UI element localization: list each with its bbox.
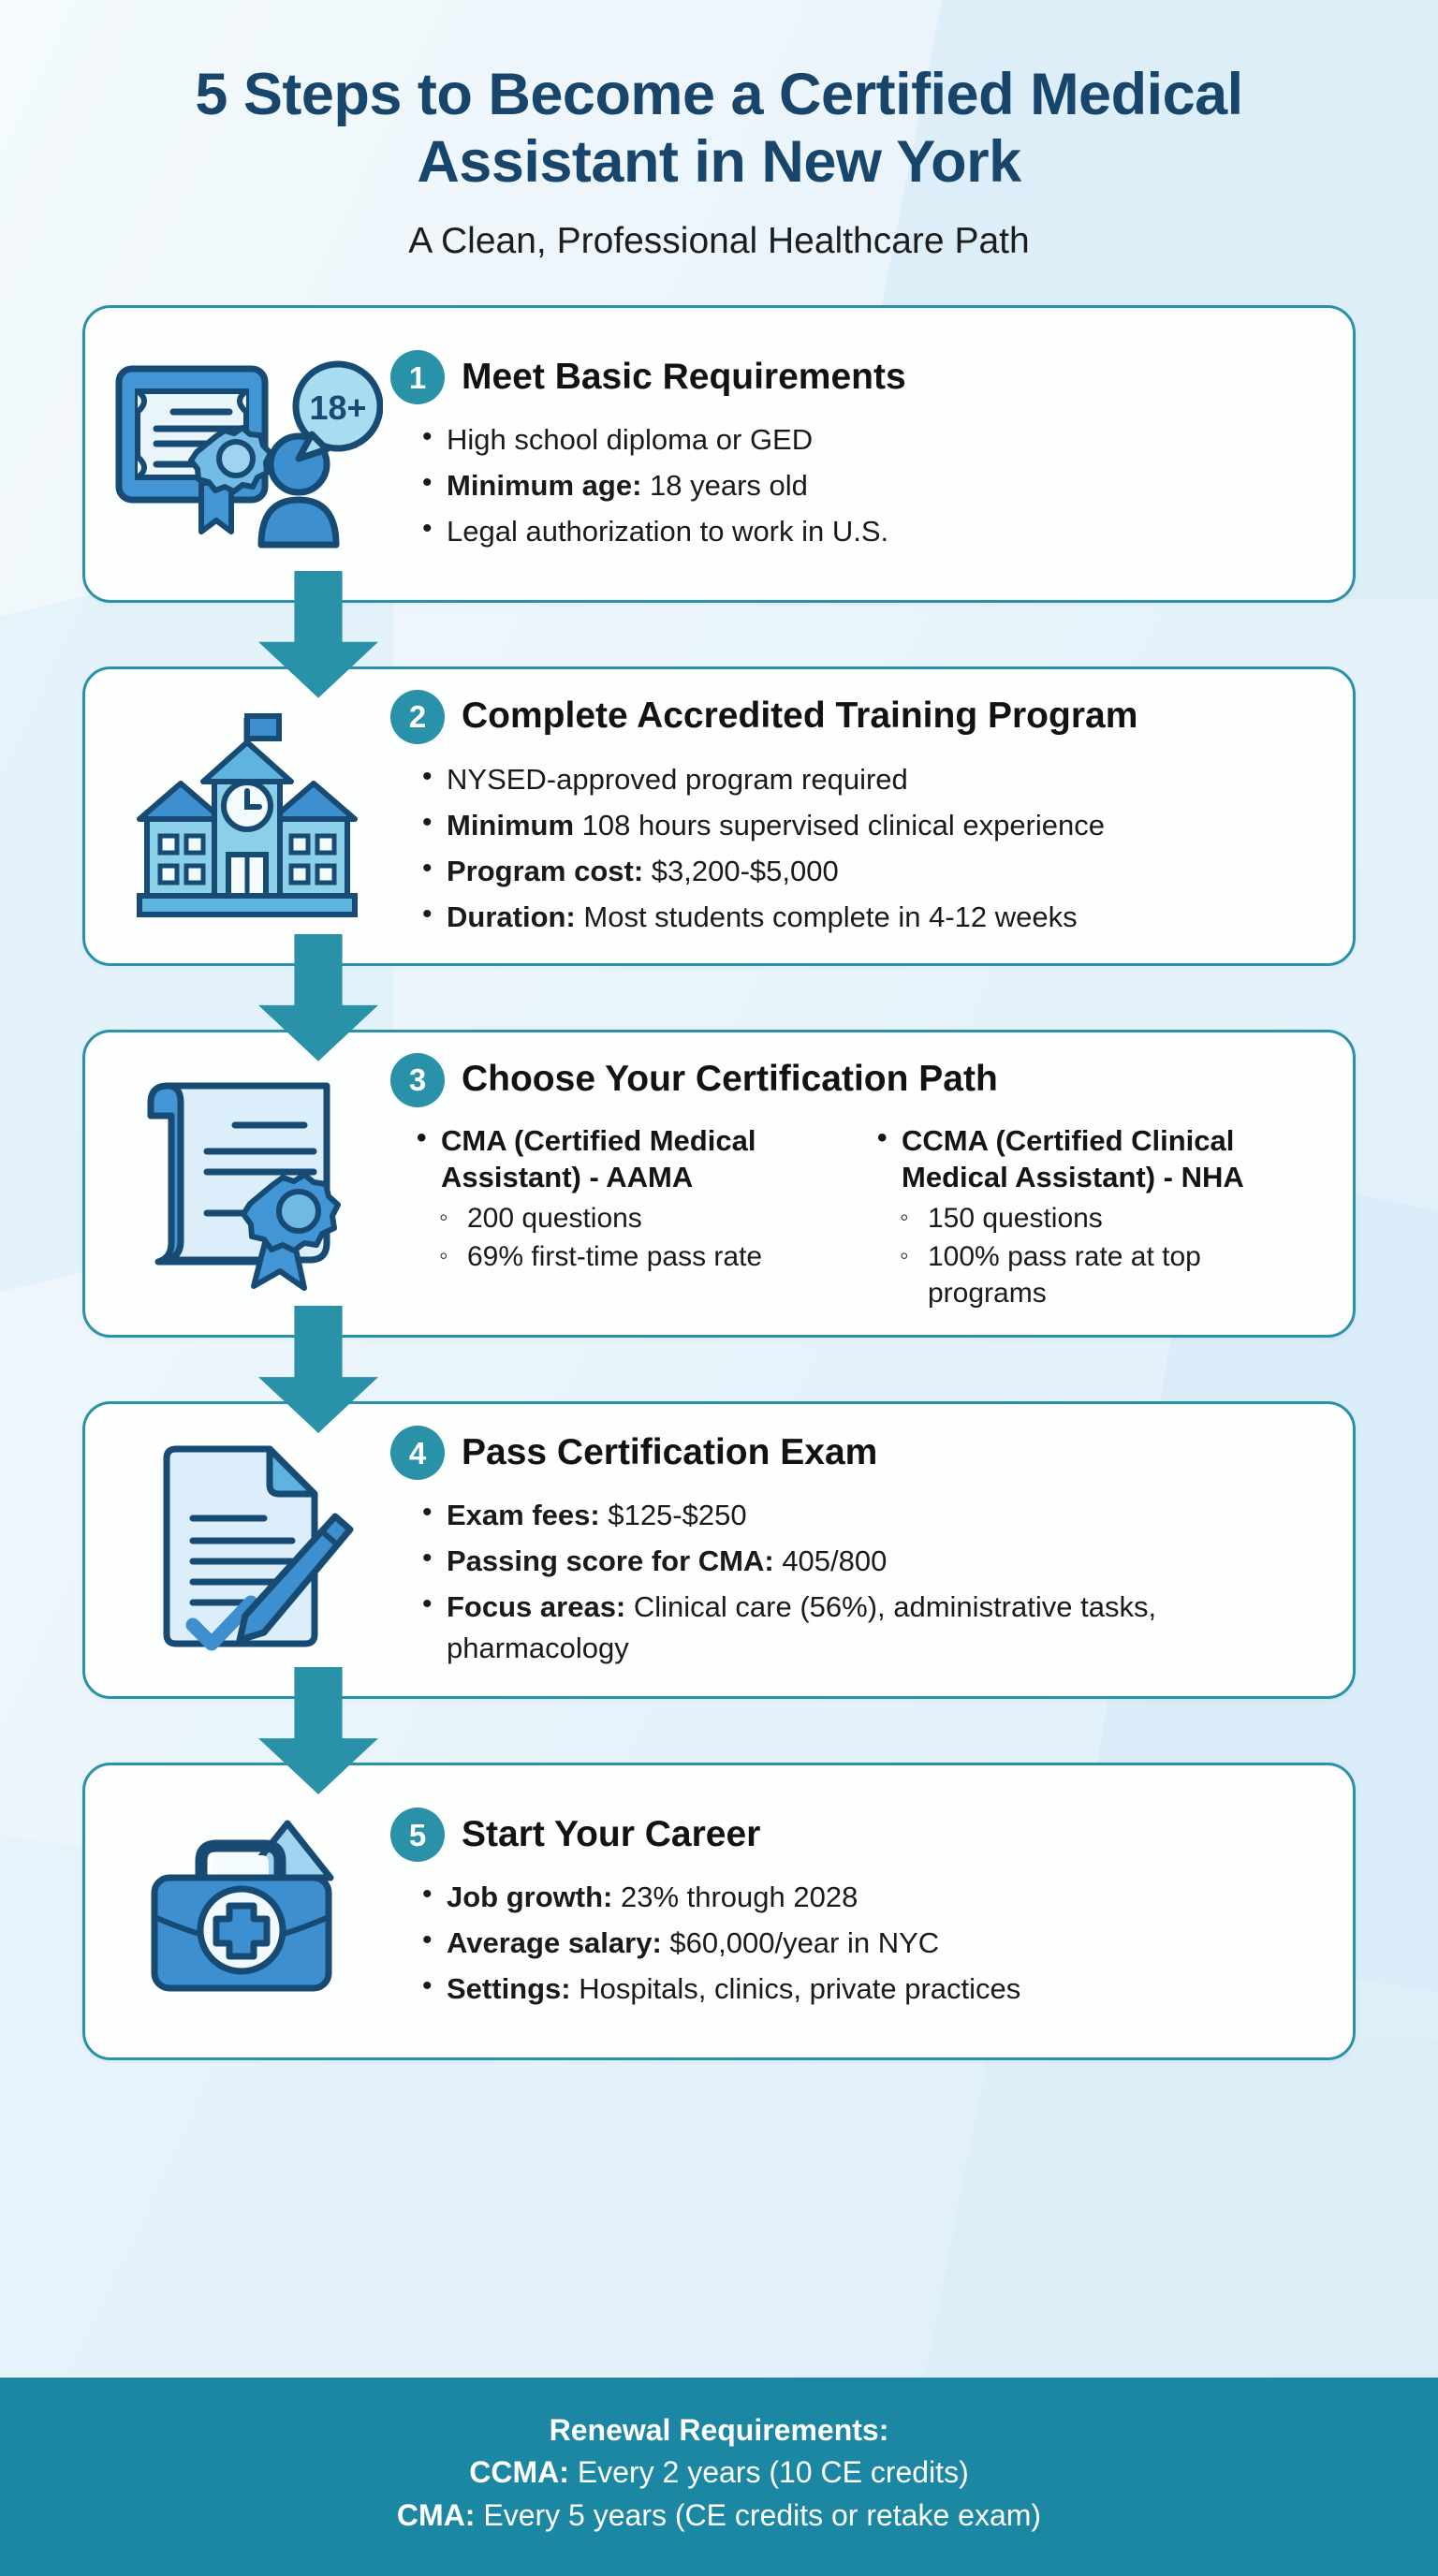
cma-sub-list xyxy=(415,1201,860,1276)
step-2-title: Complete Accredited Training Program xyxy=(462,695,1138,737)
step-2-bullet-2-bold: Minimum xyxy=(447,808,575,842)
step-3-body xyxy=(390,1053,1321,1314)
step-1-bullet-1-text: High school diploma or GED xyxy=(447,423,814,457)
step-5-title: Start Your Career xyxy=(462,1813,761,1854)
step-1-bullet-3-text: Legal authorization to work in U.S. xyxy=(447,515,889,549)
footer-cma-label: CMA: xyxy=(396,2497,476,2532)
step-1-bullet-2 xyxy=(422,465,1321,506)
step-2-bullet-4-text: Most students complete in 4-12 weeks xyxy=(575,900,1078,933)
connector-arrow-1-to-2 xyxy=(82,592,1356,678)
step-5-bullet-3-text: Hospitals, clinics, private practices xyxy=(570,1972,1021,2006)
connector-arrow-2-to-3 xyxy=(82,955,1356,1041)
step-3-title: Choose Your Certification Path xyxy=(462,1059,998,1100)
step-2-bullet-1-text: NYSED-approved program required xyxy=(447,762,908,796)
step-5-icon-wrap xyxy=(110,1799,390,2024)
step-5-bullet-list xyxy=(390,1877,1321,2010)
step-2-icon-wrap xyxy=(110,709,390,924)
step-2-number-badge: 2 xyxy=(390,690,445,744)
medical-briefcase-with-up-arrow-icon xyxy=(130,1799,364,2024)
page-subtitle: A Clean, Professional Healthcare Path xyxy=(408,220,1030,261)
step-3-number-badge: 3 xyxy=(390,1053,445,1107)
cma-label: • CMA (Certified Medical Assistant) - AAMA xyxy=(415,1122,860,1195)
step-5-number-badge: 5 xyxy=(390,1808,445,1862)
certificate-and-person-18plus-icon xyxy=(111,346,383,562)
step-3-certification-columns xyxy=(390,1122,1321,1314)
step-4-bullet-1 xyxy=(422,1495,1321,1536)
document-with-pen-and-check-icon xyxy=(135,1438,360,1662)
step-1-bullet-3 xyxy=(422,511,1321,552)
step-2-bullet-2-text: 108 hours supervised clinical experience xyxy=(574,808,1105,842)
step-4-bullet-1-bold: Exam fees: xyxy=(447,1499,600,1532)
step-2-bullet-4 xyxy=(422,897,1321,938)
step-1-header xyxy=(390,350,1321,404)
step-5-bullet-1 xyxy=(422,1877,1321,1918)
step-3-header xyxy=(390,1053,1321,1107)
step-4-bullet-list xyxy=(390,1495,1321,1669)
footer-heading: Renewal Requirements: xyxy=(549,2412,889,2447)
ccma-sub-2: ◦ 100% pass rate at top programs xyxy=(900,1239,1321,1311)
step-4-number-badge: 4 xyxy=(390,1426,445,1480)
step-3-icon-wrap xyxy=(110,1071,390,1295)
step-5-bullet-2-bold: Average salary: xyxy=(447,1926,662,1960)
step-5-header xyxy=(390,1808,1321,1862)
cma-sub-1: ◦ 200 questions xyxy=(439,1201,860,1237)
step-5-bullet-1-text: 23% through 2028 xyxy=(612,1881,858,1914)
step-4-body xyxy=(390,1426,1321,1674)
step-1-body xyxy=(390,350,1321,557)
page-title: 5 Steps to Become a Certified Medical Assistant in New York xyxy=(195,62,1243,195)
step-4-bullet-2-bold: Passing score for CMA: xyxy=(447,1544,774,1578)
footer-cma-text: Every 5 years (CE credits or retake exam) xyxy=(475,2497,1042,2532)
step-card-1[interactable] xyxy=(82,305,1356,603)
school-building-icon xyxy=(130,709,364,924)
ccma-sub-list xyxy=(875,1201,1321,1311)
step-2-bullet-3 xyxy=(422,851,1321,892)
header xyxy=(0,0,1438,262)
step-5-bullet-3 xyxy=(422,1969,1321,2010)
step-2-bullet-list xyxy=(390,759,1321,938)
step-1-bullet-1 xyxy=(422,419,1321,461)
step-2-bullet-1 xyxy=(422,759,1321,800)
step-4-bullet-3 xyxy=(422,1587,1321,1669)
connector-arrow-3-to-4 xyxy=(82,1326,1356,1412)
connector-arrow-4-to-5 xyxy=(82,1688,1356,1774)
step-2-bullet-3-text: $3,200-$5,000 xyxy=(643,854,839,887)
certification-option-cma xyxy=(415,1122,860,1314)
step-2-header xyxy=(390,690,1321,744)
step-1-number-badge: 1 xyxy=(390,350,445,404)
step-5-bullet-2-text: $60,000/year in NYC xyxy=(661,1926,940,1960)
cma-sub-2: ◦ 69% first-time pass rate xyxy=(439,1239,860,1275)
step-card-3[interactable] xyxy=(82,1030,1356,1338)
step-4-header xyxy=(390,1426,1321,1480)
renewal-requirements-footer xyxy=(0,2378,1438,2576)
step-2-bullet-3-bold: Program cost: xyxy=(447,854,644,887)
step-4-bullet-1-text: $125-$250 xyxy=(599,1499,747,1532)
step-2-body xyxy=(390,690,1321,943)
step-card-2[interactable] xyxy=(82,666,1356,966)
step-1-icon-wrap xyxy=(110,346,390,562)
step-5-bullet-3-bold: Settings: xyxy=(447,1972,571,2006)
step-1-bullet-list xyxy=(390,419,1321,552)
ccma-label: • CCMA (Certified Clinical Medical Assistant) - NHA xyxy=(875,1122,1321,1195)
step-1-bullet-2-bold: Minimum age: xyxy=(447,469,642,503)
age-bubble-text: 18+ xyxy=(309,388,367,427)
footer-ccma-line xyxy=(37,2452,1401,2494)
step-1-title: Meet Basic Requirements xyxy=(462,356,906,397)
step-card-4[interactable] xyxy=(82,1401,1356,1699)
step-4-bullet-2 xyxy=(422,1541,1321,1582)
ccma-sub-1: ◦ 150 questions xyxy=(900,1201,1321,1237)
step-2-bullet-4-bold: Duration: xyxy=(447,900,576,933)
footer-cma-line xyxy=(37,2495,1401,2537)
step-1-bullet-2-text: 18 years old xyxy=(641,469,808,503)
step-4-bullet-3-text: Clinical care (56%), administrative tasks, pharmacology xyxy=(447,1590,1157,1665)
footer-ccma-label: CCMA: xyxy=(469,2455,569,2490)
step-5-bullet-1-bold: Job growth: xyxy=(447,1881,613,1914)
diploma-scroll-with-seal-icon xyxy=(130,1071,364,1295)
steps-flow xyxy=(0,305,1438,2060)
certification-option-ccma xyxy=(875,1122,1321,1314)
step-2-bullet-2 xyxy=(422,805,1321,846)
step-5-bullet-2 xyxy=(422,1923,1321,1964)
step-5-body xyxy=(390,1808,1321,2014)
step-4-bullet-3-bold: Focus areas: xyxy=(447,1590,626,1624)
step-4-bullet-2-text: 405/800 xyxy=(773,1544,888,1578)
step-4-title: Pass Certification Exam xyxy=(462,1431,878,1472)
footer-ccma-text: Every 2 years (10 CE credits) xyxy=(568,2455,969,2490)
step-card-5[interactable] xyxy=(82,1763,1356,2060)
step-4-icon-wrap xyxy=(110,1438,390,1662)
